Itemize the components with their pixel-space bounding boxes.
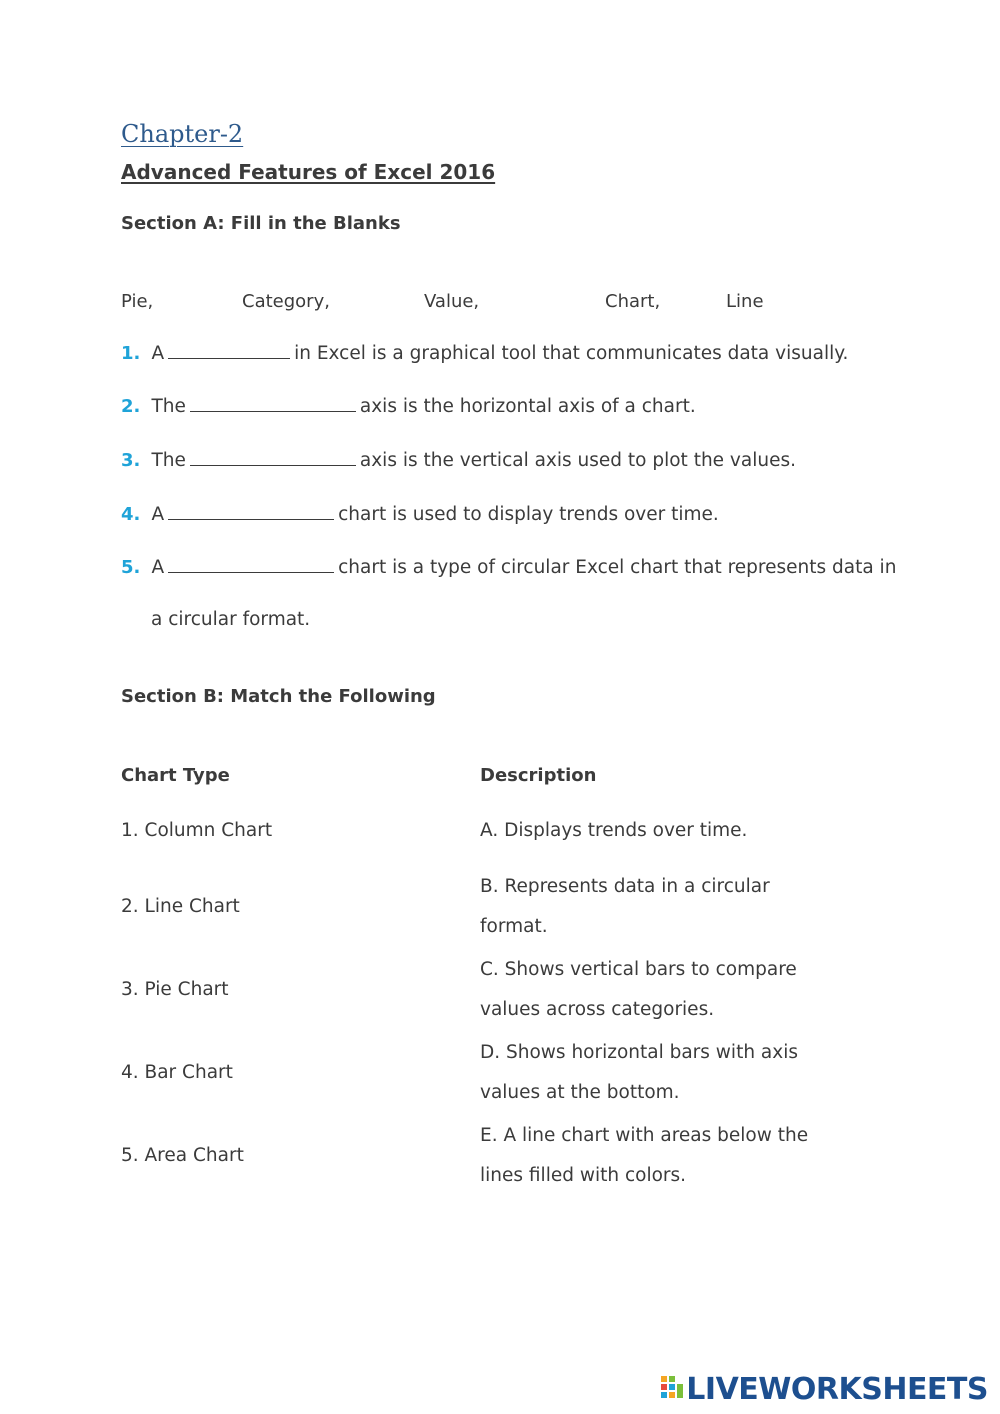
- description-item-continuation: values across categories.: [480, 999, 715, 1020]
- chapter-title: Chapter-2: [121, 120, 244, 148]
- question-text-after: in Excel is a graphical tool that communicates data visually.: [294, 343, 849, 364]
- question-1: [121, 341, 848, 364]
- word-bank-item: Category,: [242, 291, 330, 312]
- answer-blank[interactable]: [168, 341, 290, 359]
- question-number: 1.: [121, 343, 141, 364]
- worksheet-title: Advanced Features of Excel 2016: [121, 160, 496, 184]
- answer-blank[interactable]: [168, 555, 334, 573]
- description-item-continuation: format.: [480, 916, 548, 937]
- question-2: [121, 394, 696, 417]
- answer-blank[interactable]: [168, 502, 334, 520]
- answer-blank[interactable]: [190, 394, 356, 412]
- word-bank-item: Value,: [424, 291, 480, 312]
- question-5: [121, 555, 896, 578]
- word-bank-item: Chart,: [605, 291, 661, 312]
- description-item: A. Displays trends over time.: [480, 820, 748, 841]
- description-item: C. Shows vertical bars to compare: [480, 959, 797, 980]
- question-text-before: A: [151, 504, 165, 525]
- question-text-after: axis is the horizontal axis of a chart.: [359, 396, 696, 417]
- question-number: 2.: [121, 396, 141, 417]
- description-item: D. Shows horizontal bars with axis: [480, 1042, 798, 1063]
- question-text-after: chart is used to display trends over time.: [338, 504, 719, 525]
- question-text-before: The: [151, 450, 186, 471]
- section-b-heading: Section B: Match the Following: [121, 686, 436, 707]
- question-5-continuation: a circular format.: [151, 609, 311, 630]
- question-3: [121, 448, 796, 471]
- chart-type-item: 4. Bar Chart: [121, 1062, 233, 1083]
- chart-type-item: 2. Line Chart: [121, 896, 240, 917]
- question-text-after: chart is a type of circular Excel chart that represents data in: [338, 557, 897, 578]
- question-number: 3.: [121, 450, 141, 471]
- question-number: 4.: [121, 504, 141, 525]
- question-text-after: axis is the vertical axis used to plot the values.: [359, 450, 796, 471]
- column-header-chart-type: Chart Type: [121, 765, 230, 786]
- question-4: [121, 502, 719, 525]
- liveworksheets-logo: [661, 1372, 988, 1406]
- chart-type-item: 1. Column Chart: [121, 820, 273, 841]
- section-a-heading: Section A: Fill in the Blanks: [121, 213, 401, 234]
- word-bank-item: Pie,: [121, 291, 154, 312]
- description-item-continuation: values at the bottom.: [480, 1082, 680, 1103]
- chart-type-item: 3. Pie Chart: [121, 979, 229, 1000]
- description-item: E. A line chart with areas below the: [480, 1125, 809, 1146]
- column-header-description: Description: [480, 765, 597, 786]
- description-item-continuation: lines filled with colors.: [480, 1165, 687, 1186]
- question-text-before: The: [151, 396, 186, 417]
- liveworksheets-logo-icon: [661, 1376, 683, 1402]
- question-text-before: A: [151, 343, 165, 364]
- description-item: B. Represents data in a circular: [480, 876, 770, 897]
- word-bank-item: Line: [726, 291, 764, 312]
- question-text-before: A: [151, 557, 165, 578]
- answer-blank[interactable]: [190, 448, 356, 466]
- logo-text: LIVEWORKSHEETS: [686, 1371, 988, 1407]
- chart-type-item: 5. Area Chart: [121, 1145, 244, 1166]
- question-number: 5.: [121, 557, 141, 578]
